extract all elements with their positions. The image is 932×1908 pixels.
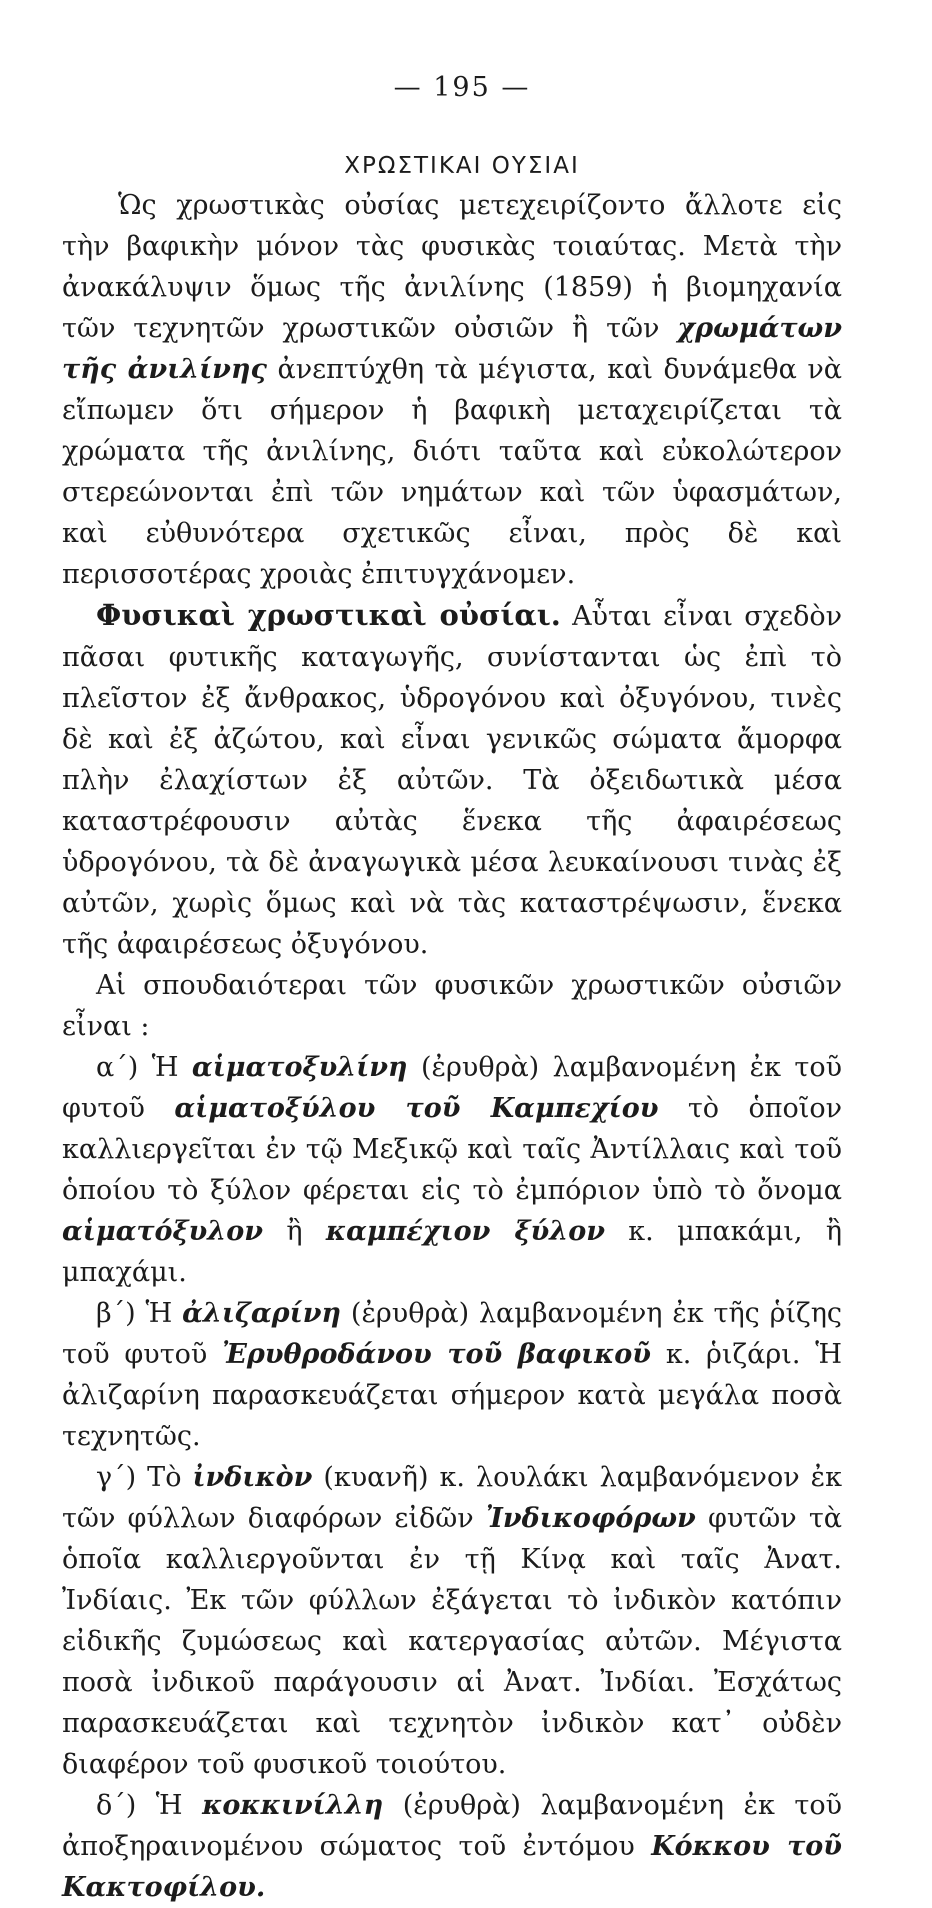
item-indigo (62, 1457, 842, 1785)
emphasized-term: Ἰνδικοφόρων (485, 1503, 696, 1534)
emphasized-term: ἰνδικὸν (192, 1462, 313, 1493)
emphasized-term: Κόκκου τοῦ Κακτοφίλου. (62, 1831, 842, 1903)
emphasized-term: αἱματοξύλου τοῦ Καμπεχίου (174, 1093, 659, 1124)
text-run: κ. ῥιζάρι. Ἡ ἀλιζαρίνη παρασκευάζεται σήμερον κατὰ μεγάλα ποσὰ τεχνητῶς. (62, 1339, 842, 1452)
text-run: φυτῶν τὰ ὁποῖα καλλιεργοῦνται ἐν τῇ Κίνᾳ καὶ ταῖς Ἀνατ. Ἰνδίαις. Ἐκ τῶν φύλλων ἐξάγεται τὸ ἰνδικὸν κατόπιν εἰδικῆς ζυμώσεως καὶ κατεργασίας αὐτῶν. Μέγιστα ποσὰ ἰνδικοῦ παράγουσιν αἱ Ἀνατ. Ἰνδίαι. Ἐσχάτως παρασκευάζεται καὶ τεχνητὸν ἰνδικὸν κατ᾽ οὐδὲν διαφέρον τοῦ φυσικοῦ τοιούτου. (62, 1503, 842, 1780)
emphasized-term: αἱματοξυλίνη (191, 1052, 408, 1083)
text-run: ἢ (262, 1216, 326, 1247)
emphasized-term: χρωμάτων τῆς ἀνιλίνης (62, 313, 842, 385)
text-run: (κυανῆ) κ. λουλάκι λαμβανόμενον ἐκ τῶν φύλλων διαφόρων εἰδῶν (62, 1462, 842, 1534)
item-alizarin (62, 1293, 842, 1457)
text-run: Αὗται εἶναι σχεδὸν πᾶσαι φυτικῆς καταγωγῆς, συνίστανται ὡς ἐπὶ τὸ πλεῖστον ἐξ ἄνθρακος, ὑδρογόνου καὶ ὀξυγόνου, τινὲς δὲ καὶ ἐξ ἀζώτου, καὶ εἶναι γενικῶς σώματα ἄμορφα πλὴν ἐλαχίστων ἐξ αὐτῶν. Τὰ ὀξειδωτικὰ μέσα καταστρέφουσιν αὐτὰς ἕνεκα τῆς ἀφαιρέσεως ὑδρογόνου, τὰ δὲ ἀναγωγικὰ μέσα λευκαίνουσι τινὰς ἐξ αὐτῶν, χωρὶς ὅμως καὶ νὰ τὰς καταστρέψωσιν, ἕνεκα τῆς ἀφαιρέσεως ὀξυγόνου. (62, 601, 842, 960)
section-title: ΧΡΩΣΤΙΚΑΙ ΟΥΣΙΑΙ (344, 153, 580, 179)
emphasized-term: ἀλιζαρίνη (182, 1298, 342, 1329)
text-run: β΄) Ἡ (96, 1298, 183, 1329)
page-number: — 195 — (393, 72, 531, 103)
text-run: Ὡς χρωστικὰς οὐσίας μετεχειρίζοντο ἄλλοτε εἰς τὴν βαφικὴν μόνον τὰς φυσικὰς τοιαύτας. Μετὰ τὴν ἀνακάλυψιν ὅμως τῆς ἀνιλίνης (1859) ἡ βιομηχανία τῶν τεχνητῶν χρωστικῶν οὐσιῶν ἢ τῶν (62, 190, 842, 344)
text-run: γ΄) Τὸ (96, 1462, 193, 1493)
list-intro-paragraph (62, 965, 842, 1047)
emphasized-term: κοκκινίλλη (202, 1790, 384, 1821)
emphasized-term: Φυσικαὶ χρωστικαὶ οὐσίαι. (96, 598, 561, 632)
body-text (62, 185, 842, 1908)
text-run: (ἐρυθρὰ) λαμβανομένη ἐκ τοῦ ἀποξηραινομένου σώματος τοῦ ἐντόμου (62, 1790, 842, 1862)
item-hematoxylin (62, 1047, 842, 1293)
text-run: (ἐρυθρὰ) λαμβανομένη ἐκ τοῦ φυτοῦ (62, 1052, 842, 1124)
emphasized-term: Ἐρυθροδάνου τοῦ βαφικοῦ (222, 1339, 652, 1370)
text-run: κ. μπακάμι, ἢ μπαχάμι. (62, 1216, 842, 1288)
text-run: (ἐρυθρὰ) λαμβανομένη ἐκ τῆς ῥίζης τοῦ φυτοῦ (62, 1298, 842, 1370)
text-run: τὸ ὁποῖον καλλιεργεῖται ἐν τῷ Μεξικῷ καὶ ταῖς Ἀντίλλαις καὶ τοῦ ὁποίου τὸ ξύλον φέρεται εἰς τὸ ἐμπόριον ὑπὸ τὸ ὄνομα (62, 1093, 842, 1206)
text-run: δ΄) Ἡ (96, 1790, 203, 1821)
natural-dyes-paragraph (62, 595, 842, 965)
text-run: Αἱ σπουδαιότεραι τῶν φυσικῶν χρωστικῶν οὐσιῶν εἶναι : (62, 970, 842, 1042)
emphasized-term: αἱματόξυλον (62, 1216, 263, 1247)
text-run: α΄) Ἡ (96, 1052, 192, 1083)
item-cochineal (62, 1785, 842, 1908)
emphasized-term: καμπέχιον ξύλον (325, 1216, 605, 1247)
intro-paragraph (62, 185, 842, 595)
text-run: ἀνεπτύχθη τὰ μέγιστα, καὶ δυνάμεθα νὰ εἴπωμεν ὅτι σήμερον ἡ βαφικὴ μεταχειρίζεται τὰ χρώματα τῆς ἀνιλίνης, διότι ταῦτα καὶ εὐκολώτερον στερεώνονται ἐπὶ τῶν νημάτων καὶ τῶν ὑφασμάτων, καὶ εὐθυνότερα σχετικῶς εἶναι, πρὸς δὲ καὶ περισσοτέρας χροιὰς ἐπιτυγχάνομεν. (62, 354, 842, 590)
